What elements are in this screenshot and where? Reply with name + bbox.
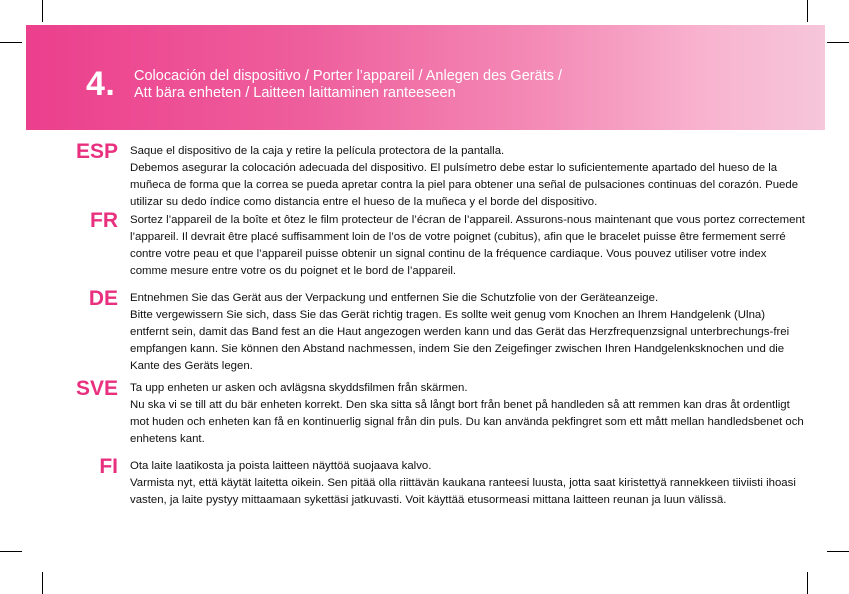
language-label: FI [99, 455, 118, 478]
step-title-line-2: Att bära enheten / Laitteen laittaminen ranteeseen [134, 85, 456, 101]
language-label: DE [88, 287, 118, 310]
section-body: Sortez l’appareil de la boîte et ôtez le film protecteur de l’écran de l’appareil. Assurons-nous maintenant que vous portez correctement l’appareil. Il devrait être placé suffisamment loin de l’os de votre poignet (cubitus), afin que le bracelet puisse être fermement serré contre votre peau et que l’appareil puisse obtenir un signal continu de la fréquence cardiaque. Vous pouvez utiliser votre index comme mesure entre votre os du poignet et le bord de l’appareil. [130, 214, 805, 277]
section-body: Varmista nyt, että käytät laitetta oikein. Sen pitää olla riittävän kaukana ranteesi luusta, jotta saat kiristettyä rannekkeen tiiviisti ihoasi vasten, ja laite pystyy mittaamaan sykettäsi jatkuvasti. Voit käyttää etusormeasi mittana laitteen reunan ja luun välissä. [130, 477, 796, 506]
step-number: 4. [86, 65, 116, 103]
language-label: ESP [75, 140, 118, 163]
header-band [26, 25, 825, 130]
section-first-line: Ta upp enheten ur asken och avlägsna skyddsfilmen från skärmen. [130, 382, 468, 394]
step-title-line-1: Colocación del dispositivo / Porter l’appareil / Anlegen des Geräts / [134, 68, 562, 84]
section-body: Debemos asegurar la colocación adecuada del dispositivo. El pulsímetro debe estar lo suficientemente apartado del hueso de la muñeca de forma que la correa se pueda apretar contra la piel para obtener una señal de pulsaciones continuas del corazón. Puede utilizar su dedo índice como distancia entre el hueso de la muñeca y el borde del dispositivo. [130, 162, 799, 208]
crop-mark [807, 0, 808, 22]
section-first-line: Saque el dispositivo de la caja y retire la película protectora de la pantalla. [130, 145, 505, 157]
crop-mark [827, 42, 849, 43]
crop-mark [42, 0, 43, 22]
section-text [130, 458, 806, 509]
crop-mark [827, 551, 849, 552]
crop-mark [42, 572, 43, 594]
section-first-line: Ota laite laatikosta ja poista laitteen näyttöä suojaava kalvo. [130, 460, 432, 472]
section-text [130, 380, 806, 448]
language-label: FR [90, 209, 118, 232]
step-title [134, 68, 562, 102]
crop-mark [807, 572, 808, 594]
section-text [130, 290, 806, 375]
crop-mark [0, 42, 22, 43]
language-label: SVE [75, 377, 118, 400]
section-first-line: Entnehmen Sie das Gerät aus der Verpackung und entfernen Sie die Schutzfolie von der Geräteanzeige. [130, 292, 659, 304]
crop-mark [0, 551, 22, 552]
section-body: Bitte vergewissern Sie sich, dass Sie das Gerät richtig tragen. Es sollte weit genug vom Knochen an Ihrem Handgelenk (Ulna) entfernt sein, damit das Band fest an die Haut angezogen werden kann und das Gerät das Herzfrequenzsignal unterbrechungs-frei empfangen kann. Sie können den Abstand nachmessen, indem Sie den Zeigefinger zwischen Ihren Handgelenksknochen und die Kante des Geräts legen. [130, 309, 790, 372]
section-body: Nu ska vi se till att du bär enheten korrekt. Den ska sitta så långt bort från benet på handleden så att remmen kan dras åt ordentligt mot huden och enheten kan få en kontinuerlig signal från din puls. Du kan använda pekfingret som ett mått mellan handledsbenet och enhetens kant. [130, 399, 804, 445]
section-text [130, 143, 806, 211]
section-text [130, 212, 806, 280]
